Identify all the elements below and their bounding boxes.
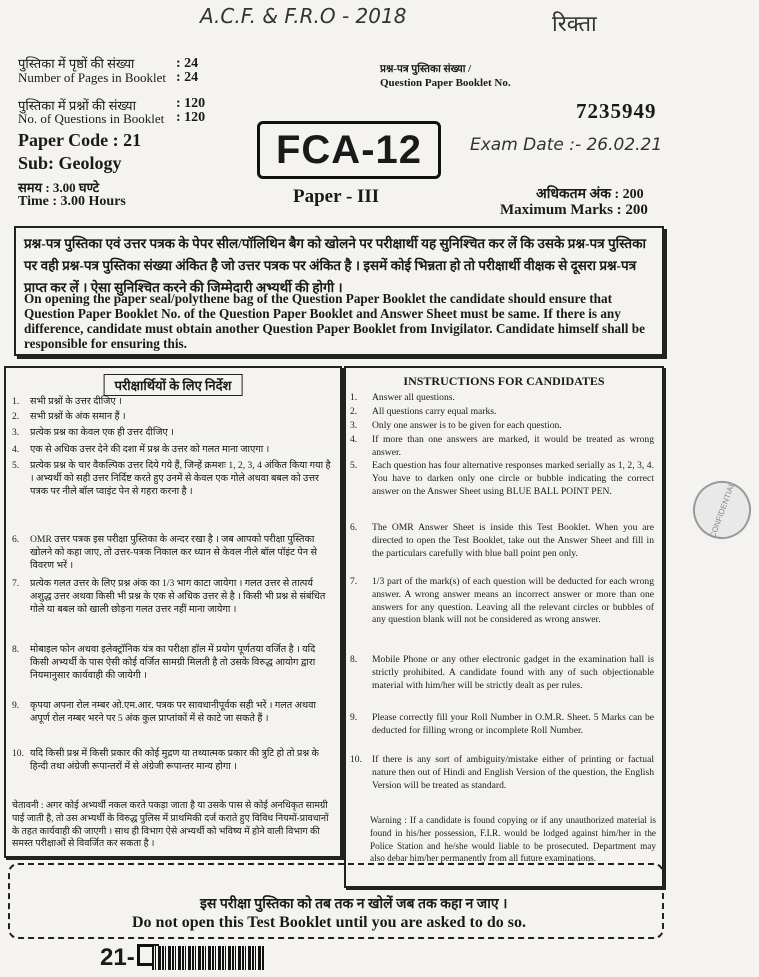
booklet-code-footer (100, 944, 159, 972)
item-text: Each question has four alternative responses marked serially as 1, 2, 3, 4. You have to darken only one circle or bubble indicating the correct answer on the Answer Sheet using BLUE BALL POINT PEN. (372, 460, 654, 497)
pages-label-hindi: पुस्तिका में पृष्ठों की संख्या (18, 56, 135, 71)
item-number: 6. (12, 534, 20, 545)
booklet-no-label-hindi: प्रश्न-पत्र पुस्तिका संख्या / (380, 64, 472, 75)
hindi-instruction-item (12, 444, 336, 458)
hindi-instructions-panel (4, 366, 342, 858)
item-number: 3. (350, 420, 358, 431)
notice-english: On opening the paper seal/polythene bag of the Question Paper Booklet the candidate should ensure that Question Paper Booklet No. of the Question Paper Booklet and Answer Sheet must be same. If there is any difference, candidate must obtain another Question Paper Booklet from Invigilator. Candidate himself shall be responsible for ensuring this. (24, 291, 645, 351)
max-marks-hindi: अधिकतम अंक : 200 (536, 187, 644, 202)
item-number: 10. (350, 754, 362, 765)
notice-box (14, 226, 664, 356)
item-text: प्रत्येक प्रश्न के चार वैकल्पिक उत्तर दिये गये हैं, जिन्हें क्रमशः 1, 2, 3, 4 अंकित किया गया है । अभ्यर्थी को सही उत्तर निर्दिष्ट करते हुए उनमें से केवल एक गोले अथवा बबल को उत्तर पत्रक पर नीले बॉल प्वाइंट पेन से गहरा करना है । (30, 460, 331, 497)
item-text: OMR उत्तर पत्रक इस परीक्षा पुस्तिका के अन्दर रखा है । जब आपको परीक्षा पुस्तिका खोलने को कहा जाए, तो उत्तर-पत्रक निकाल कर ध्यान से केवल नीले बॉल पॉइंट पेन से विवरण भरें । (30, 534, 317, 571)
item-number: 2. (12, 411, 20, 422)
paper-code: Paper Code : 21 (18, 130, 142, 150)
hindi-instruction-item (12, 748, 336, 794)
item-number: 10. (12, 748, 24, 759)
pages-value-en: : 24 (176, 70, 199, 85)
time-english: Time : 3.00 Hours (18, 194, 126, 209)
item-text: 1/3 part of the mark(s) of each question will be deducted for each wrong answer. A wrong answer means an incorrect answer or more than one answers for any question. Leaving all the relevant circles or bubbles of any question blank will not be considered as wrong answer. (372, 576, 654, 626)
item-text: If there is any sort of ambiguity/mistake either of printing or factual nature then out of Hindi and English Version of the question, the English Version will be treated as standard. (372, 754, 654, 791)
questions-value: : 120 (176, 96, 206, 111)
item-number: 8. (350, 654, 358, 665)
max-marks-english: Maximum Marks : 200 (500, 202, 648, 218)
hindi-instruction-item (12, 578, 336, 640)
handwritten-top-note: A.C.F. & F.R.O - 2018 (200, 4, 407, 28)
item-text: Mobile Phone or any other electronic gadget in the examination hall is strictly prohibited. A candidate found with any of such objectionable material with him/her will be strictly dealt as per rules. (372, 654, 654, 691)
pages-value: : 24 (176, 56, 199, 71)
pages-label-english: Number of Pages in Booklet (18, 70, 167, 85)
barcode (152, 946, 264, 970)
item-number: 5. (12, 460, 20, 471)
item-text: सभी प्रश्नों के उत्तर दीजिए । (30, 396, 122, 407)
english-instructions-title: INSTRUCTIONS FOR CANDIDATES (403, 374, 605, 388)
item-number: 5. (350, 460, 358, 471)
hindi-instruction-item (12, 411, 336, 425)
booklet-code: FCA-12 (275, 127, 423, 172)
hindi-warning: चेतावनी : अगर कोई अभ्यर्थी नकल करते पकड़ा जाता है या उसके पास से कोई अनधिकृत सामग्री पाई जाती है, तो उस अभ्यर्थी के विरुद्ध पुलिस में प्राथमिकी दर्ज कराते हुए विविध नियमों-प्रावधानों के तहत कार्यवाही की जाएगी । साथ ही विभाग ऐसे अभ्यर्थी को भविष्य में होने वाली विभाग की समस्त परीक्षाओं से विवर्जित कर सकता है । (12, 801, 329, 850)
item-text: प्रत्येक प्रश्न का केवल एक ही उत्तर दीजिए । (30, 427, 174, 438)
hindi-instruction-item (12, 460, 336, 530)
item-text: कृपया अपना रोल नम्बर ओ.एम.आर. पत्रक पर सावधानीपूर्वक सही भरें । गलत अथवा अपूर्ण रोल नम्बर भरने पर 5 अंक कुल प्राप्तांकों में से काटे जा सकते हैं । (30, 700, 316, 724)
item-number: 2. (350, 406, 358, 417)
item-text: यदि किसी प्रश्न में किसी प्रकार की कोई मुद्रण या तथ्यात्मक प्रकार की त्रुटि हो तो प्रश्न के हिन्दी तथा अंग्रेजी रूपान्तरों में से अंग्रेजी रूपान्तर मान्य होगा । (30, 748, 319, 772)
english-warning: Warning : If a candidate is found copying or if any unauthorized material is found in his/her possession, F.I.R. would be lodged against him/her in the Police Station and he/she would liable to be prosecuted. Department may also debar him/her permanently from all future examinations. (370, 815, 656, 864)
hindi-instruction-item (12, 396, 336, 410)
item-text: Only one answer is to be given for each question. (372, 420, 562, 431)
questions-label-english: No. of Questions in Booklet (18, 111, 165, 126)
handwritten-top-right: रिक्ता (552, 12, 597, 37)
item-number: 7. (12, 578, 20, 589)
item-number: 4. (350, 434, 358, 445)
questions-value-en: : 120 (176, 110, 206, 125)
questions-label-hindi: पुस्तिका में प्रश्नों की संख्या (18, 98, 136, 113)
booklet-code-box (257, 121, 441, 179)
item-number: 9. (350, 712, 358, 723)
subject: Sub: Geology (18, 153, 122, 173)
confidential-seal: CONFIDENTIAL (685, 473, 759, 547)
item-text: Please correctly fill your Roll Number in O.M.R. Sheet. 5 Marks can be deducted for filling wrong or incomplete Roll Number. (372, 712, 654, 736)
hindi-instruction-item (12, 427, 336, 441)
item-text: सभी प्रश्नों के अंक समान हैं । (30, 411, 126, 422)
booklet-number: 7235949 (576, 99, 657, 123)
item-text: Answer all questions. (372, 392, 455, 403)
item-number: 7. (350, 576, 358, 587)
do-not-open-english: Do not open this Test Booklet until you are asked to do so. (132, 914, 526, 931)
english-instructions-panel (344, 366, 664, 888)
item-number: 9. (12, 700, 20, 711)
item-text: प्रत्येक गलत उत्तर के लिए प्रश्न अंक का 1/3 भाग काटा जायेगा । गलत उत्तर से तात्पर्य अशुद्ध उत्तर अथवा किसी भी प्रश्न के एक से अधिक उत्तर से है । किसी भी प्रश्न से संबंधित गोले या बबल को खाली छोड़ना गलत उत्तर नहीं माना जायेगा । (30, 578, 326, 615)
item-number: 4. (12, 444, 20, 455)
item-text: The OMR Answer Sheet is inside this Test Booklet. When you are directed to open the Test Booklet, take out the Answer Sheet and fill in the particulars carefully with blue ball point pen only. (372, 522, 654, 559)
item-number: 3. (12, 427, 20, 438)
handwritten-exam-date: Exam Date :- 26.02.21 (470, 135, 663, 155)
item-text: एक से अधिक उत्तर देने की दशा में प्रश्न के उत्तर को गलत माना जाएगा । (30, 444, 270, 455)
time-hindi: समय : 3.00 घण्टे (18, 180, 100, 195)
hindi-instructions-title: परीक्षार्थियों के लिए निर्देश (104, 374, 243, 396)
item-number: 1. (12, 396, 20, 407)
booklet-no-label-english: Question Paper Booklet No. (380, 77, 511, 89)
hindi-instruction-item (12, 700, 336, 746)
paper-number: Paper - III (293, 186, 380, 207)
item-text: All questions carry equal marks. (372, 406, 497, 417)
hindi-instruction-item (12, 644, 336, 698)
item-text: मोबाइल फोन अथवा इलेक्ट्रॉनिक यंत्र का परीक्षा हॉल में प्रयोग पूर्णतया वर्जित है । यदि किसी अभ्यर्थी के पास ऐसी कोई वर्जित सामग्री मिलती है तो उसके विरुद्ध आयोग द्वारा नियमानुसार कार्यवाही की जायेगी । (30, 644, 316, 681)
item-number: 1. (350, 392, 358, 403)
hindi-instruction-item (12, 534, 336, 576)
item-number: 6. (350, 522, 358, 533)
item-text: If more than one answers are marked, it would be treated as wrong answer. (372, 434, 654, 458)
item-number: 8. (12, 644, 20, 655)
notice-hindi: प्रश्न-पत्र पुस्तिका एवं उत्तर पत्रक के पेपर सील/पॉलिथिन बैग को खोलने पर परीक्षार्थी यह सुनिश्चित कर लें कि उसके प्रश्न-पत्र पुस्तिका पर वही प्रश्न-पत्र पुस्तिका संख्या अंकित है जो उत्तर पत्रक पर अंकित है । इसमें कोई भिन्नता हो तो परीक्षार्थी वीक्षक से दूसरा प्रश्न-पत्र प्राप्त कर लें । ऐसा सुनिश्चित करने की जिम्मेदारी अभ्यर्थी की होगी । (24, 236, 646, 295)
do-not-open-hindi: इस परीक्षा पुस्तिका को तब तक न खोलें जब तक कहा न जाए । (200, 897, 508, 912)
footer-code: 21- (100, 944, 135, 971)
